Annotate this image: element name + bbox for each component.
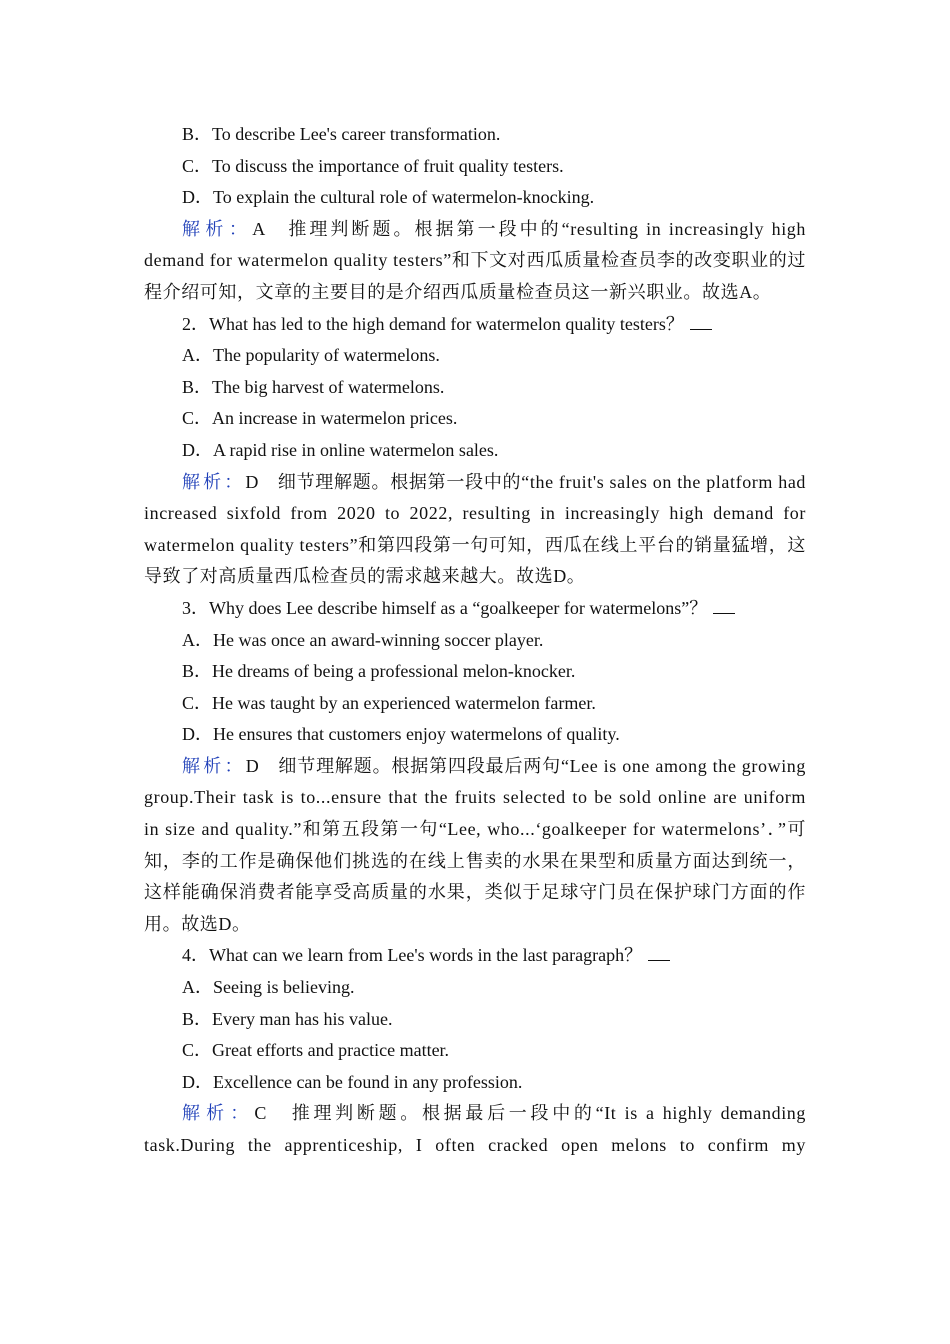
q4-analysis [144,1098,806,1161]
q1-analysis [144,214,806,309]
q3-option-a: A．He was once an award-winning soccer player. [182,629,544,650]
q1-option-c: C．To discuss the importance of fruit quality testers. [182,155,564,176]
q2-option-b: B．The big harvest of watermelons. [182,376,445,397]
q2-option-d: D．A rapid rise in online watermelon sales. [182,439,499,460]
answer-blank [690,315,712,330]
q4-analysis-text: C 推理判断题。根据最后一段中的“It is a highly demanding task.During the apprenticeship, I often cracked open melons to confirm my [144,1103,806,1155]
analysis-label: 解析： [182,1103,255,1124]
q2-option-c: C．An increase in watermelon prices. [182,408,458,429]
q4-option-d: D．Excellence can be found in any profession. [182,1071,523,1092]
q1-analysis-text: A 推理判断题。根据第一段中的“resulting in increasingly high demand for watermelon quality testers”和下文对西瓜质量检查员李的改变职业的过程介绍可知，文章的主要目的是介绍西瓜质量检查员这一新兴职业。故选A。 [144,218,806,302]
answer-blank [713,599,735,614]
q2-stem [144,309,806,341]
q3-option-c: C．He was taught by an experienced watermelon farmer. [182,692,596,713]
q4-stem [144,940,806,972]
q3-stem-text: 3．Why does Lee describe himself as a “goalkeeper for watermelons”？ [182,597,708,618]
q2-stem-text: 2．What has led to the high demand for watermelon quality testers？ [182,313,684,334]
q4-option-c: C．Great efforts and practice matter. [182,1040,450,1061]
q3-stem [144,593,806,625]
q3-option-d: D．He ensures that customers enjoy watermelons of quality. [182,724,620,745]
q4-option-b: B．Every man has his value. [182,1008,393,1029]
q3-option-b: B．He dreams of being a professional melon-knocker. [182,661,576,682]
q3-analysis-text: D 细节理解题。根据第四段最后两句“Lee is one among the growing group.Their task is to...ensure that the fruits selected to be sold online are uniform in size and quality.”和第五段第一句“Lee, who...‘goalkeeper for watermelons’．”可知，李的工作是确保他们挑选的在线上售卖的水果在果型和质量方面达到统一，这样能确保消费者能享受高质量的水果，类似于足球守门员在保护球门方面的作用。故选D。 [144,755,807,934]
analysis-label: 解析： [182,755,246,776]
q4-option-a: A．Seeing is believing. [182,977,355,998]
q2-analysis [144,467,806,593]
q1-option-b: B．To describe Lee's career transformation. [182,124,501,144]
q3-analysis [144,751,806,941]
q1-option-d: D．To explain the cultural role of watermelon-knocking. [182,187,595,208]
analysis-label: 解析： [182,218,253,239]
q2-analysis-text: D 细节理解题。根据第一段中的“the fruit's sales on the platform had increased sixfold from 2020 to 2022, resulting in increasingly high demand for watermelon quality testers”和第四段第一句可知，西瓜在线上平台的销量猛增，这导致了对高质量西瓜检查员的需求越来越大。故选D。 [144,471,807,587]
answer-blank [648,946,670,961]
document-page [144,119,806,1162]
q4-stem-text: 4．What can we learn from Lee's words in the last paragraph？ [182,945,643,966]
analysis-label: 解析： [182,471,246,492]
q2-option-a: A．The popularity of watermelons. [182,345,440,366]
